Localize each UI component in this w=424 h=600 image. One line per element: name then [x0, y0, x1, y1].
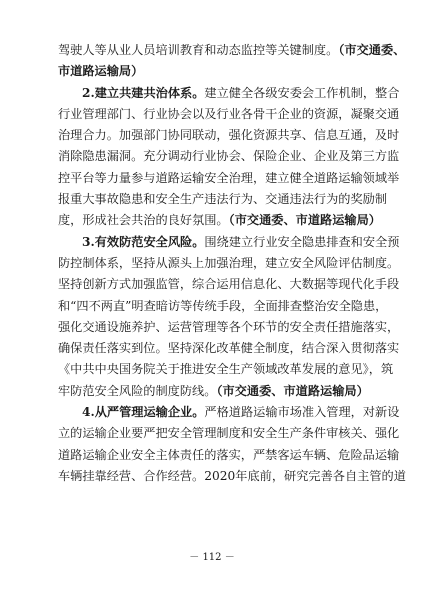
bold-text-segment: 市道路运输局）: [58, 64, 144, 79]
text-segment: 建立健全各级安委会工作机制，整合: [204, 85, 400, 100]
text-segment: 度，形成社会共治的良好氛围。: [58, 213, 229, 228]
text-line: [58, 83, 400, 104]
bold-text-segment: （市交通委、: [338, 43, 406, 57]
text-line: [58, 466, 406, 487]
text-line: [58, 168, 400, 189]
text-segment: 报重大事故隐患和安全生产违法行为、交通违法行为的奖励制: [58, 192, 388, 207]
text-segment: 《中共中央国务院关于推进安全生产领域改革发展的意见》，筑: [58, 362, 394, 377]
text-line: [58, 61, 370, 82]
text-line: [58, 104, 400, 125]
text-line: [58, 253, 400, 274]
text-segment: 治理合力。加强部门协同联动，强化资源共享、信息互通，及时: [58, 128, 400, 143]
text-line: [58, 338, 400, 359]
text-line: [58, 296, 388, 317]
text-line: [58, 381, 370, 402]
document-body: [58, 40, 406, 487]
text-line: [58, 423, 400, 444]
text-segment: 行业管理部门、行业协会以及行业各骨干企业的资源，凝聚交通: [58, 106, 400, 121]
text-segment: 确保责任落实到位。坚持深化改革健全制度，结合深入贯彻落实: [58, 341, 400, 356]
text-segment: 消除隐患漏洞。充分调动行业协会、保险企业、企业及第三方监: [58, 149, 400, 164]
bold-text-segment: 3.有效防范安全风险。: [82, 234, 205, 249]
text-segment: 立的运输企业要严把安全管理制度和安全生产条件审核关、强化: [58, 426, 400, 441]
text-segment: 道路运输企业安全主体责任的落实，严禁客运车辆、危险品运输: [58, 447, 400, 462]
text-line: [58, 359, 394, 380]
text-line: [58, 189, 388, 210]
bold-text-segment: 4.从严管理运输企业。: [82, 405, 205, 420]
text-segment: 控平台等力量参与道路运输安全治理，建立健全道路运输领域举: [58, 170, 400, 185]
text-segment: 严格道路运输市场准入管理，对新设: [204, 405, 400, 420]
text-line: [58, 402, 400, 423]
text-segment: 车辆挂靠经营、合作经营。2020年底前，研究完善各自主管的道: [58, 468, 406, 483]
text-line: [58, 146, 400, 167]
text-line: [58, 317, 400, 338]
text-segment: 坚持创新方式加强监管，综合运用信息化、大数据等现代化手段: [58, 277, 400, 292]
text-line: [58, 232, 400, 253]
text-segment: 牢防范安全风险的制度防线。: [58, 383, 217, 398]
text-line: [58, 125, 400, 146]
text-segment: 强化交通设施养护、运营管理等各个环节的安全责任措施落实，: [58, 319, 400, 334]
text-segment: 驾驶人等从业人员培训教育和动态监控等关键制度。: [58, 43, 339, 57]
page-number: － 112 －: [189, 552, 235, 563]
bold-text-segment: 2.建立共建共治体系。: [82, 85, 205, 100]
text-line: [58, 445, 400, 466]
text-line: [58, 40, 406, 61]
bold-text-segment: （市交通委、市道路运输局）: [216, 383, 369, 398]
text-segment: 围绕建立行业安全隐患排查和安全预: [204, 234, 400, 249]
text-segment: 防控制体系，坚持从源头上加强治理，建立安全风险评估制度。: [58, 255, 400, 270]
text-line: [58, 274, 400, 295]
text-segment: 和“四不两直”明查暗访等传统手段，全面排查整治安全隐患，: [58, 298, 388, 313]
text-line: [58, 210, 381, 231]
bold-text-segment: （市交通委、市道路运输局）: [228, 213, 381, 228]
